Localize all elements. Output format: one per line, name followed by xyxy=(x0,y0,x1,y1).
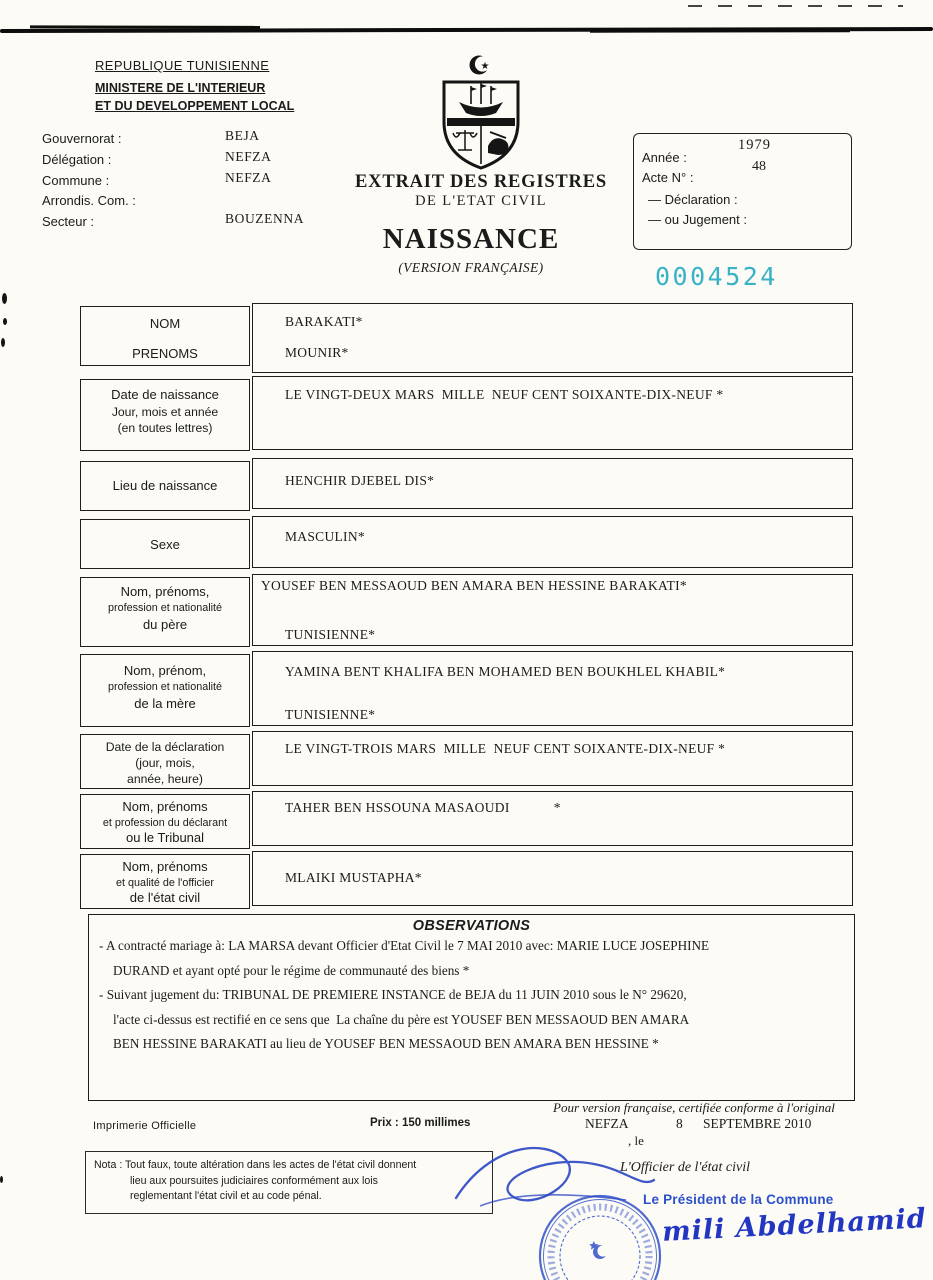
label-line: et profession du déclarant xyxy=(102,816,228,829)
scan-speck xyxy=(3,318,7,325)
price-label: Prix : 150 millimes xyxy=(370,1117,471,1129)
scan-speck xyxy=(1,338,5,347)
field-value-sexe xyxy=(252,516,853,568)
label-line: année, heure) xyxy=(127,772,203,786)
tunisia-coat-of-arms-icon xyxy=(428,52,534,177)
acte-number-label: Acte N° : xyxy=(642,170,694,185)
label-line: Jour, mois et année xyxy=(111,404,219,419)
footer-le: , le xyxy=(628,1133,644,1148)
field-label-nom-prenoms xyxy=(80,306,250,366)
value-line: YAMINA BENT KHALIFA BEN MOHAMED BEN BOUKHLEL KHABIL* xyxy=(285,664,726,679)
field-label-date-naissance xyxy=(80,379,250,451)
value-line: LE VINGT-TROIS MARS MILLE NEUF CENT SOIXANTE-DIX-NEUF * xyxy=(285,741,726,756)
scan-artifact-top-right-marks xyxy=(688,5,903,7)
document-title-line2: DE L'ETAT CIVIL xyxy=(415,193,547,209)
footer-place: NEFZA xyxy=(585,1116,629,1131)
field-value-pere xyxy=(252,574,853,646)
label-line: Lieu de naissance xyxy=(112,478,218,493)
field-label-declarant xyxy=(80,794,250,849)
label-line: Nom, prénom, xyxy=(123,663,207,678)
nota-line: Nota : Tout faux, toute altération dans les actes de l'état civil donnent xyxy=(94,1159,417,1171)
value-line: YOUSEF BEN MESSAOUD BEN AMARA BEN HESSINE BARAKATI* xyxy=(261,578,687,593)
field-label-officier xyxy=(80,854,250,909)
scan-speck xyxy=(2,293,7,304)
nota-line: reglementant l'état civil et au code pénal. xyxy=(130,1190,322,1202)
label-line: Nom, prénoms xyxy=(122,799,208,814)
value-line: BARAKATI* xyxy=(285,314,363,329)
footer-month-year: SEPTEMBRE 2010 xyxy=(703,1116,812,1131)
president-commune-label: Le Président de la Commune xyxy=(643,1192,834,1207)
admin-label: Secteur : xyxy=(42,214,95,230)
admin-value: BEJA xyxy=(225,128,260,143)
label-line: Date de naissance xyxy=(111,387,219,402)
label-line: et qualité de l'officier xyxy=(116,876,214,889)
label-line: (en toutes lettres) xyxy=(117,420,213,435)
observation-line: - A contracté mariage à: LA MARSA devant Officier d'Etat Civil le 7 MAI 2010 avec: MARIE LUCE JOSEPHINE xyxy=(99,938,710,953)
label-line: profession et nationalité xyxy=(107,601,223,614)
value-line: MLAIKI MUSTAPHA* xyxy=(285,870,422,885)
label-line: Sexe xyxy=(150,537,180,552)
annee-label: Année : xyxy=(642,150,687,165)
field-value-lieu-naissance xyxy=(252,458,853,509)
annee-value: 1979 xyxy=(738,137,771,153)
admin-label: Arrondis. Com. : xyxy=(42,193,136,209)
header-ministry-block xyxy=(95,58,294,115)
label-line: NOM xyxy=(149,316,181,331)
officier-signature-label: L'Officier de l'état civil xyxy=(620,1160,751,1175)
document-type-title: NAISSANCE xyxy=(382,223,560,255)
jugement-label: — ou Jugement : xyxy=(648,212,747,227)
observations-box xyxy=(88,914,855,1101)
ministry-line-2: ET DU DEVELOPPEMENT LOCAL xyxy=(95,98,295,113)
svg-text:★: ★ xyxy=(480,61,490,72)
label-line: profession et nationalité xyxy=(107,680,223,693)
scan-artifact-top-line xyxy=(0,27,933,33)
label-line: Nom, prénoms xyxy=(122,859,208,874)
value-line: LE VINGT-DEUX MARS MILLE NEUF CENT SOIXANTE-DIX-NEUF * xyxy=(285,387,724,402)
certified-note: Pour version française, certifiée conforme à l'original xyxy=(553,1100,835,1115)
field-label-lieu-naissance xyxy=(80,461,250,511)
label-line: ou le Tribunal xyxy=(125,829,205,845)
admin-value: BOUZENNA xyxy=(225,211,305,227)
nota-line: lieu aux poursuites judiciaires conformément aux lois xyxy=(130,1174,378,1187)
field-value-date-declaration xyxy=(252,731,853,786)
admin-value: NEFZA xyxy=(225,148,272,164)
signature-name: mili Abdelhamid xyxy=(661,1203,928,1248)
admin-value: NEFZA xyxy=(225,169,272,185)
field-label-mere xyxy=(80,654,250,727)
value-line: MASCULIN* xyxy=(285,529,365,544)
ministry-line-1: MINISTERE DE L'INTERIEUR xyxy=(95,81,266,95)
field-value-officier xyxy=(252,851,853,906)
label-line: Nom, prénoms, xyxy=(120,584,210,599)
observation-line: l'acte ci-dessus est rectifié en ce sens que La chaîne du père est YOUSEF BEN MESSAOUD BEN AMARA xyxy=(113,1011,690,1027)
admin-label: Gouvernorat : xyxy=(42,131,122,146)
value-line: TUNISIENNE* xyxy=(285,627,376,642)
serial-number: 0004524 xyxy=(655,262,778,291)
scan-speck xyxy=(0,1176,3,1183)
observation-line: BEN HESSINE BARAKATI au lieu de YOUSEF BEN MESSAOUD BEN AMARA BEN HESSINE * xyxy=(113,1036,659,1051)
field-value-date-naissance xyxy=(252,376,853,450)
label-line: de l'état civil xyxy=(129,889,201,905)
admin-row-gouvernorat xyxy=(42,128,382,152)
field-value-declarant xyxy=(252,791,853,846)
field-value-mere xyxy=(252,651,853,726)
label-line: PRENOMS xyxy=(132,345,198,361)
observations-title: OBSERVATIONS xyxy=(412,918,531,934)
nota-box xyxy=(85,1151,493,1214)
field-label-pere xyxy=(80,577,250,647)
label-line: (jour, mois, xyxy=(135,756,195,770)
value-line: MOUNIR* xyxy=(285,345,349,360)
republic-title: REPUBLIQUE TUNISIENNE xyxy=(95,58,270,73)
admin-label: Commune : xyxy=(42,172,110,188)
document-title-line1: EXTRAIT DES REGISTRES xyxy=(355,172,607,192)
admin-row-delegation xyxy=(42,148,382,173)
acte-number-value: 48 xyxy=(752,159,766,174)
acte-number-box xyxy=(633,133,852,250)
observation-line: DURAND et ayant opté pour le régime de communauté des biens * xyxy=(113,962,470,978)
value-line: HENCHIR DJEBEL DIS* xyxy=(285,473,435,488)
observation-line: - Suivant jugement du: TRIBUNAL DE PREMIERE INSTANCE de BEJA du 11 JUIN 2010 sous le N° 29620, xyxy=(99,987,687,1002)
label-line: du père xyxy=(142,616,188,632)
version-note: (VERSION FRANÇAISE) xyxy=(398,260,544,275)
label-line: de la mère xyxy=(134,695,196,711)
value-line: TUNISIENNE* xyxy=(285,707,376,722)
label-line: Date de la déclaration xyxy=(105,740,225,754)
field-value-nom-prenoms xyxy=(252,303,853,373)
declaration-label: — Déclaration : xyxy=(648,192,738,207)
admin-label: Délégation : xyxy=(42,151,112,167)
footer-day: 8 xyxy=(676,1116,683,1131)
imprimerie-label: Imprimerie Officielle xyxy=(93,1120,197,1132)
field-label-date-declaration xyxy=(80,734,250,789)
field-label-sexe xyxy=(80,519,250,569)
value-line: TAHER BEN HSSOUNA MASAOUDI * xyxy=(285,800,561,815)
